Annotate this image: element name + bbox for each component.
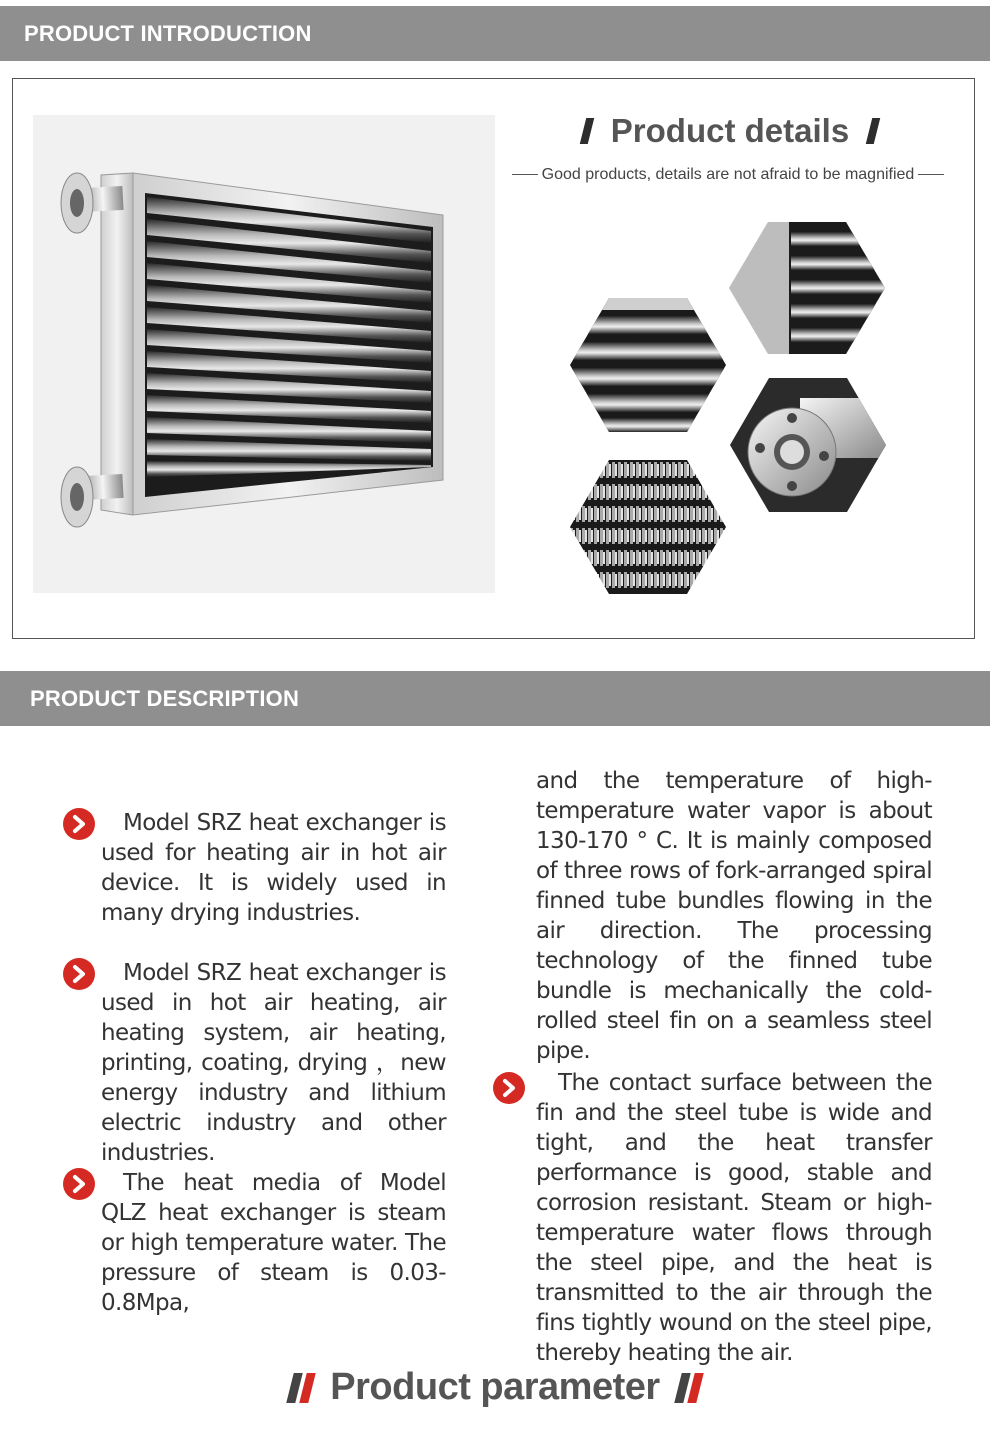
slash-decoration-icon	[288, 1373, 314, 1403]
heat-exchanger-illustration	[33, 115, 495, 593]
chevron-right-circle-icon	[63, 958, 95, 990]
description-paragraph-continuation: and the temperature of high-temperature water vapor is about 130-170 ° C. It is mainly composed of three rows of fork-arranged spiral finned tube bundles flowing in the air direction. The processing technology of the finned tube bundle is mechanically the cold-rolled steel fin on a seamless steel pipe.	[536, 768, 932, 1064]
detail-hex-fin-texture	[570, 460, 726, 594]
description-paragraph: The heat media of Model QLZ heat exchanger is steam or high temperature water. The pressure of steam is 0.03-0.8Mpa,	[101, 1170, 446, 1316]
section-header-intro	[0, 6, 990, 61]
description-paragraph: The contact surface between the fin and the steel tube is wide and tight, and the heat transfer performance is good, stable and corrosion resistant. Steam or high-temperature water flows through the steel pipe, and the heat is transmitted to the air through the fins tightly wound on the steel pipe, thereby heating the air.	[536, 1070, 932, 1366]
product-photo	[33, 115, 495, 593]
slash-decoration-icon	[676, 1373, 702, 1403]
parameter-title: Product parameter	[330, 1366, 660, 1408]
parameter-heading	[0, 1366, 990, 1409]
detail-hex-frame-corner	[729, 222, 885, 354]
detail-hex-flange	[730, 378, 886, 512]
details-subtitle: Good products, details are not afraid to be magnified	[541, 166, 915, 183]
chevron-right-circle-icon	[63, 1168, 95, 1200]
description-paragraph: Model SRZ heat exchanger is used in hot air heating, air heating system, air heating, printing, coating, drying ，new energy industry and lithium electric industry and other industries.	[101, 960, 446, 1166]
section-header-description	[0, 671, 990, 726]
slash-decoration-icon	[580, 118, 594, 144]
chevron-right-circle-icon	[63, 808, 95, 840]
section-header-description-label: PRODUCT DESCRIPTION	[30, 686, 300, 711]
chevron-right-circle-icon	[493, 1072, 525, 1104]
details-subtitle-row	[498, 166, 958, 184]
section-header-intro-label: PRODUCT INTRODUCTION	[24, 21, 312, 46]
detail-hex-fins-closeup	[570, 298, 726, 432]
details-title: Product details	[610, 112, 850, 149]
description-paragraph: Model SRZ heat exchanger is used for heating air in hot air device. It is widely used in many drying industries.	[101, 810, 446, 926]
details-heading	[500, 112, 960, 150]
slash-decoration-icon	[866, 118, 880, 144]
